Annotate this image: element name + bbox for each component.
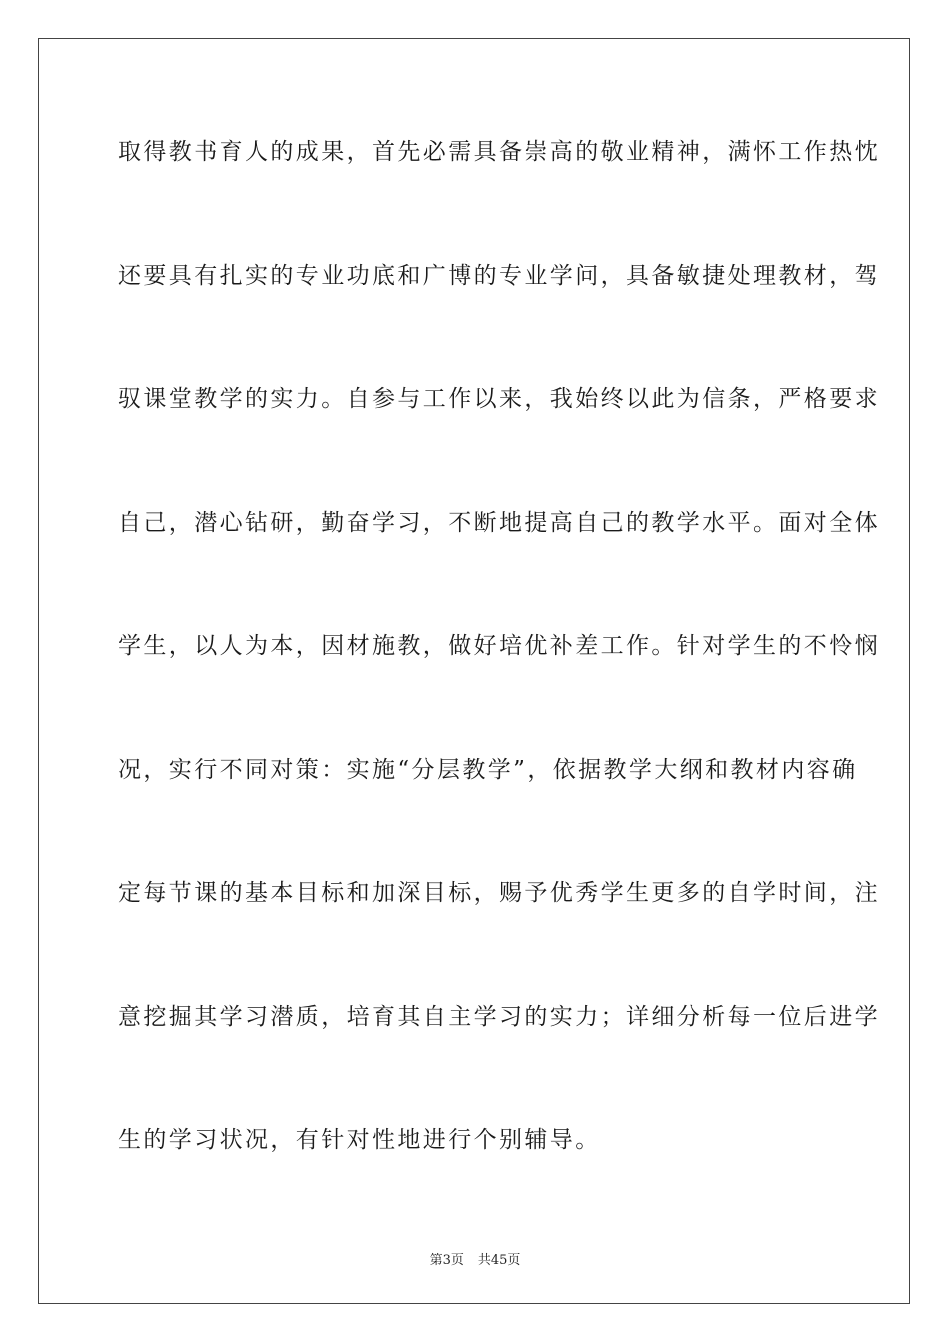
text-line-2: 还要具有扎实的专业功底和广博的专业学问，具备敏捷处理教材，驾 — [118, 262, 880, 289]
document-body — [118, 130, 880, 1242]
total-page-count: 共45页 — [477, 1253, 521, 1268]
text-line-8: 意挖掘其学习潜质，培育其自主学习的实力；详细分析每一位后进学 — [118, 1003, 880, 1030]
text-line-6: 况，实行不同对策：实施“分层教学”，依据教学大纲和教材内容确 — [118, 756, 858, 783]
text-line-9: 生的学习状况，有针对性地进行个别辅导。 — [118, 1127, 601, 1153]
current-page-number: 第3页 — [429, 1253, 464, 1268]
text-line-1: 取得教书育人的成果，首先必需具备崇高的敬业精神，满怀工作热忱 — [118, 139, 880, 165]
text-line-5: 学生，以人为本，因材施教，做好培优补差工作。针对学生的不怜悯 — [118, 633, 880, 659]
page-footer — [0, 1249, 950, 1268]
text-line-7: 定每节课的基本目标和加深目标，赐予优秀学生更多的自学时间，注 — [118, 880, 880, 906]
text-line-4: 自己，潜心钻研，勤奋学习，不断地提高自己的教学水平。面对全体 — [118, 509, 880, 536]
text-line-3: 驭课堂教学的实力。自参与工作以来，我始终以此为信条，严格要求 — [118, 386, 880, 412]
